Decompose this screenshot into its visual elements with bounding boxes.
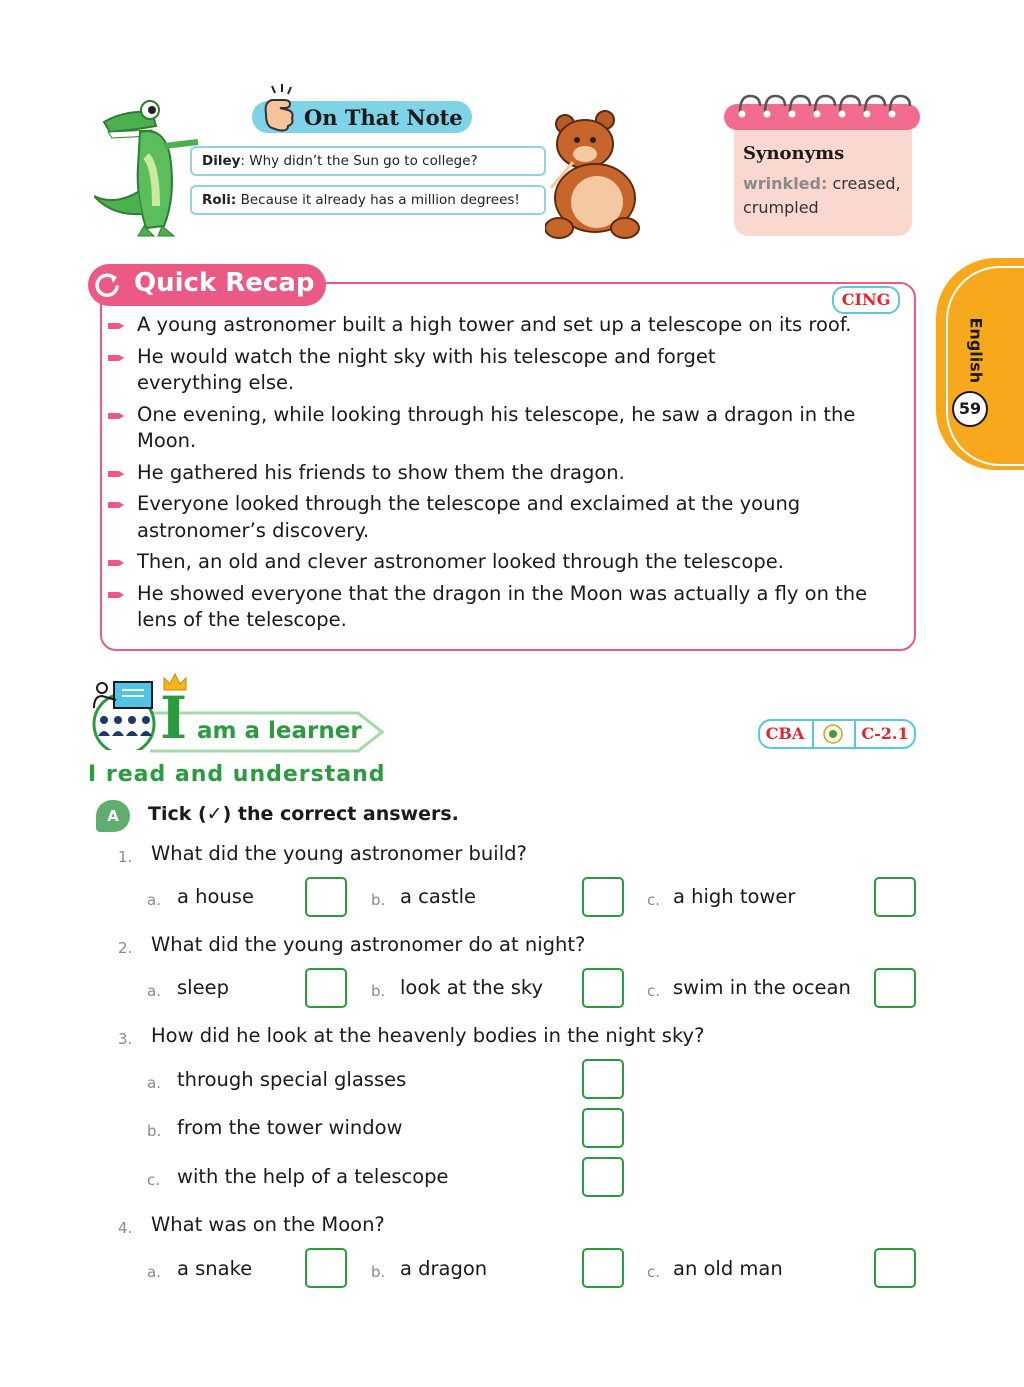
option-text: from the tower window — [177, 1116, 403, 1139]
option-letter: a. — [147, 1263, 161, 1281]
option-letter: a. — [147, 891, 161, 909]
question-number: 3. — [118, 1030, 133, 1048]
answer-checkbox[interactable] — [582, 968, 624, 1008]
option-text: through special glasses — [177, 1068, 407, 1091]
crocodile-illustration — [94, 96, 204, 238]
on-that-note-title: On That Note — [304, 105, 463, 130]
subject-label: English — [966, 317, 986, 384]
option-text: sleep — [177, 976, 229, 999]
option-letter: a. — [147, 1074, 161, 1092]
classroom-icon — [90, 676, 158, 750]
option-text: a high tower — [673, 885, 796, 908]
option-text: look at the sky — [400, 976, 544, 999]
list-item — [108, 344, 908, 397]
question-text: What did the young astronomer build? — [151, 842, 527, 865]
synonyms-title: Synonyms — [743, 143, 845, 164]
answer-checkbox[interactable] — [874, 968, 916, 1008]
synonym-meaning-1: creased, — [827, 174, 901, 193]
question-number: 2. — [118, 939, 133, 957]
synonym-meaning-2: crumpled — [743, 198, 819, 217]
answer-checkbox[interactable] — [582, 1248, 624, 1288]
list-item — [108, 460, 908, 487]
recap-text: Everyone looked through the telescope and exclaimed at the young astronomer’s discovery. — [137, 492, 801, 542]
answer-checkbox[interactable] — [305, 968, 347, 1008]
option-letter: c. — [647, 982, 661, 1000]
pointing-hand-icon — [258, 84, 304, 134]
bear-illustration — [545, 110, 647, 240]
option-text: with the help of a telescope — [177, 1165, 449, 1188]
option-letter: c. — [147, 1171, 161, 1189]
page-number: 59 — [952, 391, 988, 427]
question-number: 4. — [118, 1219, 133, 1237]
cba-badge — [758, 719, 916, 749]
pencil-bullet-icon — [108, 353, 124, 363]
competency-code: C-2.1 — [861, 724, 909, 743]
list-item — [108, 549, 908, 576]
pencil-bullet-icon — [108, 590, 124, 600]
joke-line-roli — [190, 185, 546, 215]
answer-checkbox[interactable] — [874, 1248, 916, 1288]
learner-title: am a learner — [197, 718, 362, 744]
recap-text: He showed everyone that the dragon in the Moon was actually a fly on the lens of the telescope. — [137, 581, 868, 631]
pencil-bullet-icon — [108, 469, 124, 479]
quick-recap-title: Quick Recap — [134, 268, 315, 298]
cing-badge: CING — [832, 286, 900, 314]
refresh-icon — [92, 270, 122, 300]
quick-recap-header — [88, 264, 326, 306]
option-letter: a. — [147, 982, 161, 1000]
option-text: a castle — [400, 885, 477, 908]
recap-text: A young astronomer built a high tower and set up a telescope on its roof. — [137, 313, 852, 336]
question-text: What was on the Moon? — [151, 1213, 385, 1236]
pencil-bullet-icon — [108, 500, 124, 510]
speaker-roli: Roli: — [202, 192, 237, 208]
notepad-rings-icon — [730, 90, 920, 120]
option-letter: b. — [371, 1263, 386, 1281]
answer-checkbox[interactable] — [582, 1108, 624, 1148]
option-text: swim in the ocean — [673, 976, 851, 999]
list-item — [108, 312, 908, 339]
answer-checkbox[interactable] — [582, 1157, 624, 1197]
speaker-diley: Diley — [202, 153, 241, 169]
synonym-entry — [743, 174, 901, 193]
list-item — [108, 581, 908, 634]
answer-checkbox[interactable] — [582, 1059, 624, 1099]
recap-text: He would watch the night sky with his telescope and forget everything else. — [137, 344, 716, 394]
learner-big-letter: I — [160, 684, 188, 752]
option-letter: b. — [147, 1122, 162, 1140]
exercise-instruction: Tick (✓) the correct answers. — [148, 803, 459, 825]
synonym-word: wrinkled: — [743, 174, 828, 193]
answer-checkbox[interactable] — [582, 877, 624, 917]
exercise-letter-badge: A — [96, 800, 130, 832]
question-text: What did the young astronomer do at night? — [151, 933, 586, 956]
answer-checkbox[interactable] — [874, 877, 916, 917]
option-letter: c. — [647, 891, 661, 909]
recap-text: Then, an old and clever astronomer looked through the telescope. — [137, 550, 784, 573]
option-text: a house — [177, 885, 254, 908]
section-heading: I read and understand — [88, 762, 386, 787]
recap-list — [108, 312, 908, 639]
joke-answer: Because it already has a million degrees! — [236, 192, 520, 208]
pencil-bullet-icon — [108, 411, 124, 421]
option-letter: b. — [371, 891, 386, 909]
pencil-bullet-icon — [108, 558, 124, 568]
cba-label: CBA — [765, 724, 805, 743]
joke-question: : Why didn’t the Sun go to college? — [240, 153, 478, 169]
answer-checkbox[interactable] — [305, 877, 347, 917]
seal-icon — [818, 723, 848, 745]
option-text: a dragon — [400, 1257, 488, 1280]
option-text: a snake — [177, 1257, 253, 1280]
joke-line-diley — [190, 146, 546, 176]
option-letter: c. — [647, 1263, 661, 1281]
list-item — [108, 402, 908, 455]
recap-text: He gathered his friends to show them the dragon. — [137, 460, 625, 484]
question-text: How did he look at the heavenly bodies in the night sky? — [151, 1024, 705, 1047]
list-item — [108, 491, 908, 544]
option-text: an old man — [673, 1257, 783, 1280]
option-letter: b. — [371, 982, 386, 1000]
question-number: 1. — [118, 848, 133, 866]
recap-text: One evening, while looking through his telescope, he saw a dragon in the Moon. — [137, 402, 856, 452]
pencil-bullet-icon — [108, 321, 124, 331]
answer-checkbox[interactable] — [305, 1248, 347, 1288]
